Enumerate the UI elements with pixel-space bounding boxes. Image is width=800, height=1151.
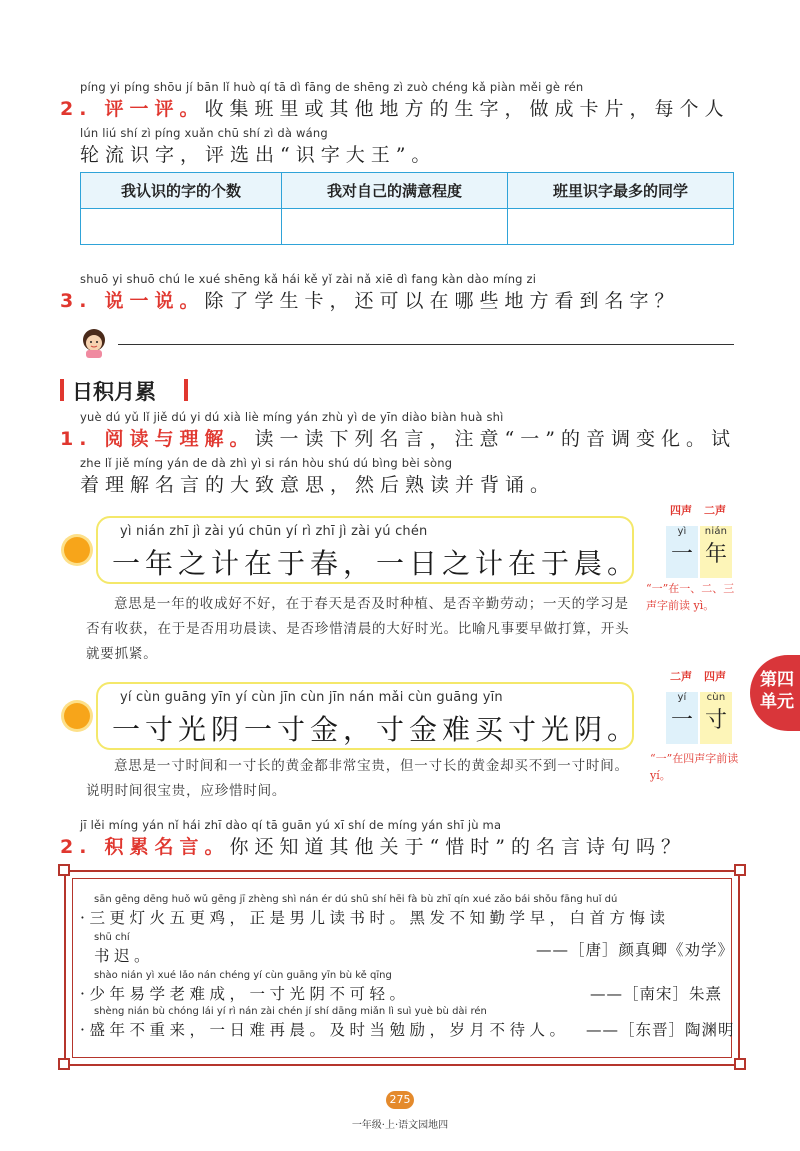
quote2-tone-pinyin: yí — [677, 692, 687, 703]
quote2-text: 一寸光阴一寸金，寸金难买寸光阴。 — [112, 713, 641, 746]
poem3-line: 盛年不重来，一日难再晨。及时当勉励，岁月不待人。 — [89, 1021, 570, 1039]
task3-number: 3. — [60, 290, 93, 312]
task2-pinyin-2: lún liú shí zì píng xuǎn chū shí zì dà wáng — [80, 126, 328, 140]
poem3-text — [80, 1018, 569, 1040]
sun-icon — [64, 537, 90, 563]
evaluation-table — [80, 172, 734, 245]
poem3-pinyin: shèng nián bù chóng lái yí rì nán zài chén jí shí dāng miǎn lì suì yuè bù dài rén — [94, 1006, 487, 1017]
frame-corner — [734, 864, 746, 876]
unit-tab-line-2: 单元 — [760, 692, 794, 712]
table-cell[interactable] — [81, 209, 282, 245]
task1-pinyin-1: yuè dú yǔ lǐ jiě dú yi dú xià liè míng yán zhù yì de yīn diào biàn huà shì — [80, 410, 504, 424]
bullet: · — [80, 985, 90, 1003]
bullet: · — [80, 1021, 90, 1039]
task2-line-2: 轮流识字，评选出“识字大王”。 — [80, 144, 437, 166]
task2-number: 2. — [60, 98, 93, 120]
quote1-note: “一”在一、二、三声字前读 yì。 — [646, 582, 735, 612]
table-row — [81, 209, 734, 245]
table-cell[interactable] — [282, 209, 508, 245]
frame-corner — [58, 864, 70, 876]
task1-text: 读一读下列名言，注意“一”的音调变化。试 — [254, 428, 736, 450]
task3-title: 说一说。 — [104, 290, 205, 312]
poem2-text — [80, 982, 409, 1004]
poem1-pinyin-2: shū chí — [94, 932, 130, 943]
poem2-pinyin: shào nián yì xué lǎo nán chéng yí cùn guāng yīn bù kě qīng — [94, 970, 392, 981]
page-number: 275 — [386, 1091, 414, 1109]
girl-avatar-icon — [78, 326, 110, 358]
quote1-tone-box-1 — [666, 526, 698, 578]
quote2-explanation: 意思是一寸时间和一寸长的黄金都非常宝贵，但一寸长的黄金却买不到一寸时间。说明时间很宝贵，应珍惜时间。 — [86, 758, 629, 799]
quote2-tone-label: 二声 — [670, 670, 692, 683]
quote1-tone-pinyin: nián — [704, 526, 728, 537]
quote1-text: 一年之计在于春，一日之计在于晨。 — [112, 547, 641, 580]
quote2-tone-box-2 — [700, 692, 732, 744]
quote2-box — [96, 682, 641, 750]
quote1-tone-box-2 — [700, 526, 732, 578]
task2b-pinyin: jī lěi míng yán nǐ hái zhī dào qí tā guān yú xī shí de míng yán shī jù ma — [80, 818, 502, 832]
quote2-tone-char: 寸 — [704, 708, 727, 733]
answer-line[interactable] — [118, 344, 734, 345]
quote2-tone-box-1 — [666, 692, 698, 744]
task1-pinyin-2: zhe lǐ jiě míng yán de dà zhì yì si rán hòu shú dú bìng bèi sòng — [80, 456, 453, 470]
table-header: 班里识字最多的同学 — [508, 173, 734, 209]
poem1-line: 三更灯火五更鸡，正是男儿读书时。黑发不知勤学早，白首方悔读 — [89, 909, 670, 927]
quote1-tone-char: 年 — [704, 542, 727, 567]
quote2-tone-label: 四声 — [704, 670, 726, 683]
poem1-pinyin: sān gēng dēng huǒ wǔ gēng jī zhèng shì nán ér dú shū shí hēi fà bù zhī qín xué zǎo bái shǒu fāng huǐ dú — [94, 894, 618, 905]
section-bar-left — [60, 379, 64, 401]
task2-text: 收集班里或其他地方的生字，做成卡片，每个人 — [204, 98, 730, 120]
task2b-text: 你还知道其他关于“惜时”的名言诗句吗？ — [229, 836, 686, 858]
task2b-number: 2. — [60, 836, 93, 858]
task2b-line — [60, 832, 686, 859]
poem2-line: 少年易学老难成，一寸光阴不可轻。 — [89, 985, 410, 1003]
task2-line-1 — [60, 94, 730, 121]
table-header: 我认识的字的个数 — [81, 173, 282, 209]
table-header: 我对自己的满意程度 — [282, 173, 508, 209]
quote1-tone-label: 四声 — [670, 504, 692, 517]
quote2-tone-pinyin: cùn — [706, 692, 726, 703]
frame-corner — [734, 1058, 746, 1070]
bullet: · — [80, 909, 90, 927]
quote1-pinyin: yì nián zhī jì zài yú chūn yí rì zhī jì zài yú chén — [120, 524, 428, 539]
table-header-row — [81, 173, 734, 209]
task3-text: 除了学生卡，还可以在哪些地方看到名字？ — [204, 290, 680, 312]
task1-title: 阅读与理解。 — [104, 428, 255, 450]
quote2-tone-char: 一 — [670, 708, 693, 733]
quote2-pinyin: yí cùn guāng yīn yí cùn jīn cùn jīn nán mǎi cùn guāng yīn — [120, 690, 503, 705]
quote2-note: “一”在四声字前读 yí。 — [650, 752, 739, 782]
quote1-explanation: 意思是一年的收成好不好，在于春天是否及时种植、是否辛勤劳动；一天的学习是否有收获，在于是否用功晨读、是否珍惜清晨的大好时光。比喻凡事要早做打算，开头就要抓紧。 — [86, 596, 630, 662]
page-footer: 一年级·上·语文园地四 — [351, 1120, 449, 1131]
task1-number: 1. — [60, 428, 93, 450]
quote1-tone-pinyin: yì — [677, 526, 687, 537]
poem2-source: ——［南宋］朱熹 — [590, 985, 723, 1003]
table-cell[interactable] — [508, 209, 734, 245]
task3-line — [60, 286, 680, 313]
task1-line-1 — [60, 424, 736, 451]
unit-tab-line-1: 第四 — [760, 670, 794, 690]
quote1-box — [96, 516, 641, 584]
sun-icon — [64, 703, 90, 729]
task2b-title: 积累名言。 — [104, 836, 230, 858]
task2-title: 评一评。 — [104, 98, 205, 120]
task1-line-2: 着理解名言的大致意思，然后熟读并背诵。 — [80, 474, 556, 496]
section-bar-right — [184, 379, 188, 401]
frame-corner — [58, 1058, 70, 1070]
poem1-text — [80, 906, 669, 928]
section-title: 日积月累 — [72, 380, 156, 404]
task3-pinyin: shuō yi shuō chú le xué shēng kǎ hái kě yǐ zài nǎ xiē dì fang kàn dào míng zi — [80, 272, 537, 286]
quote1-tone-char: 一 — [670, 542, 693, 567]
task2-pinyin-1: píng yi píng shōu jí bān lǐ huò qí tā dì fāng de shēng zì zuò chéng kǎ piàn měi gè rén — [80, 80, 584, 94]
poem3-source: ——［东晋］陶渊明 — [586, 1021, 735, 1039]
quote1-tone-label: 二声 — [704, 504, 726, 517]
poem1-source: ——［唐］颜真卿《劝学》 — [536, 941, 735, 959]
poem1-text-2: 书迟。 — [94, 947, 155, 965]
unit-tab[interactable] — [750, 655, 800, 731]
